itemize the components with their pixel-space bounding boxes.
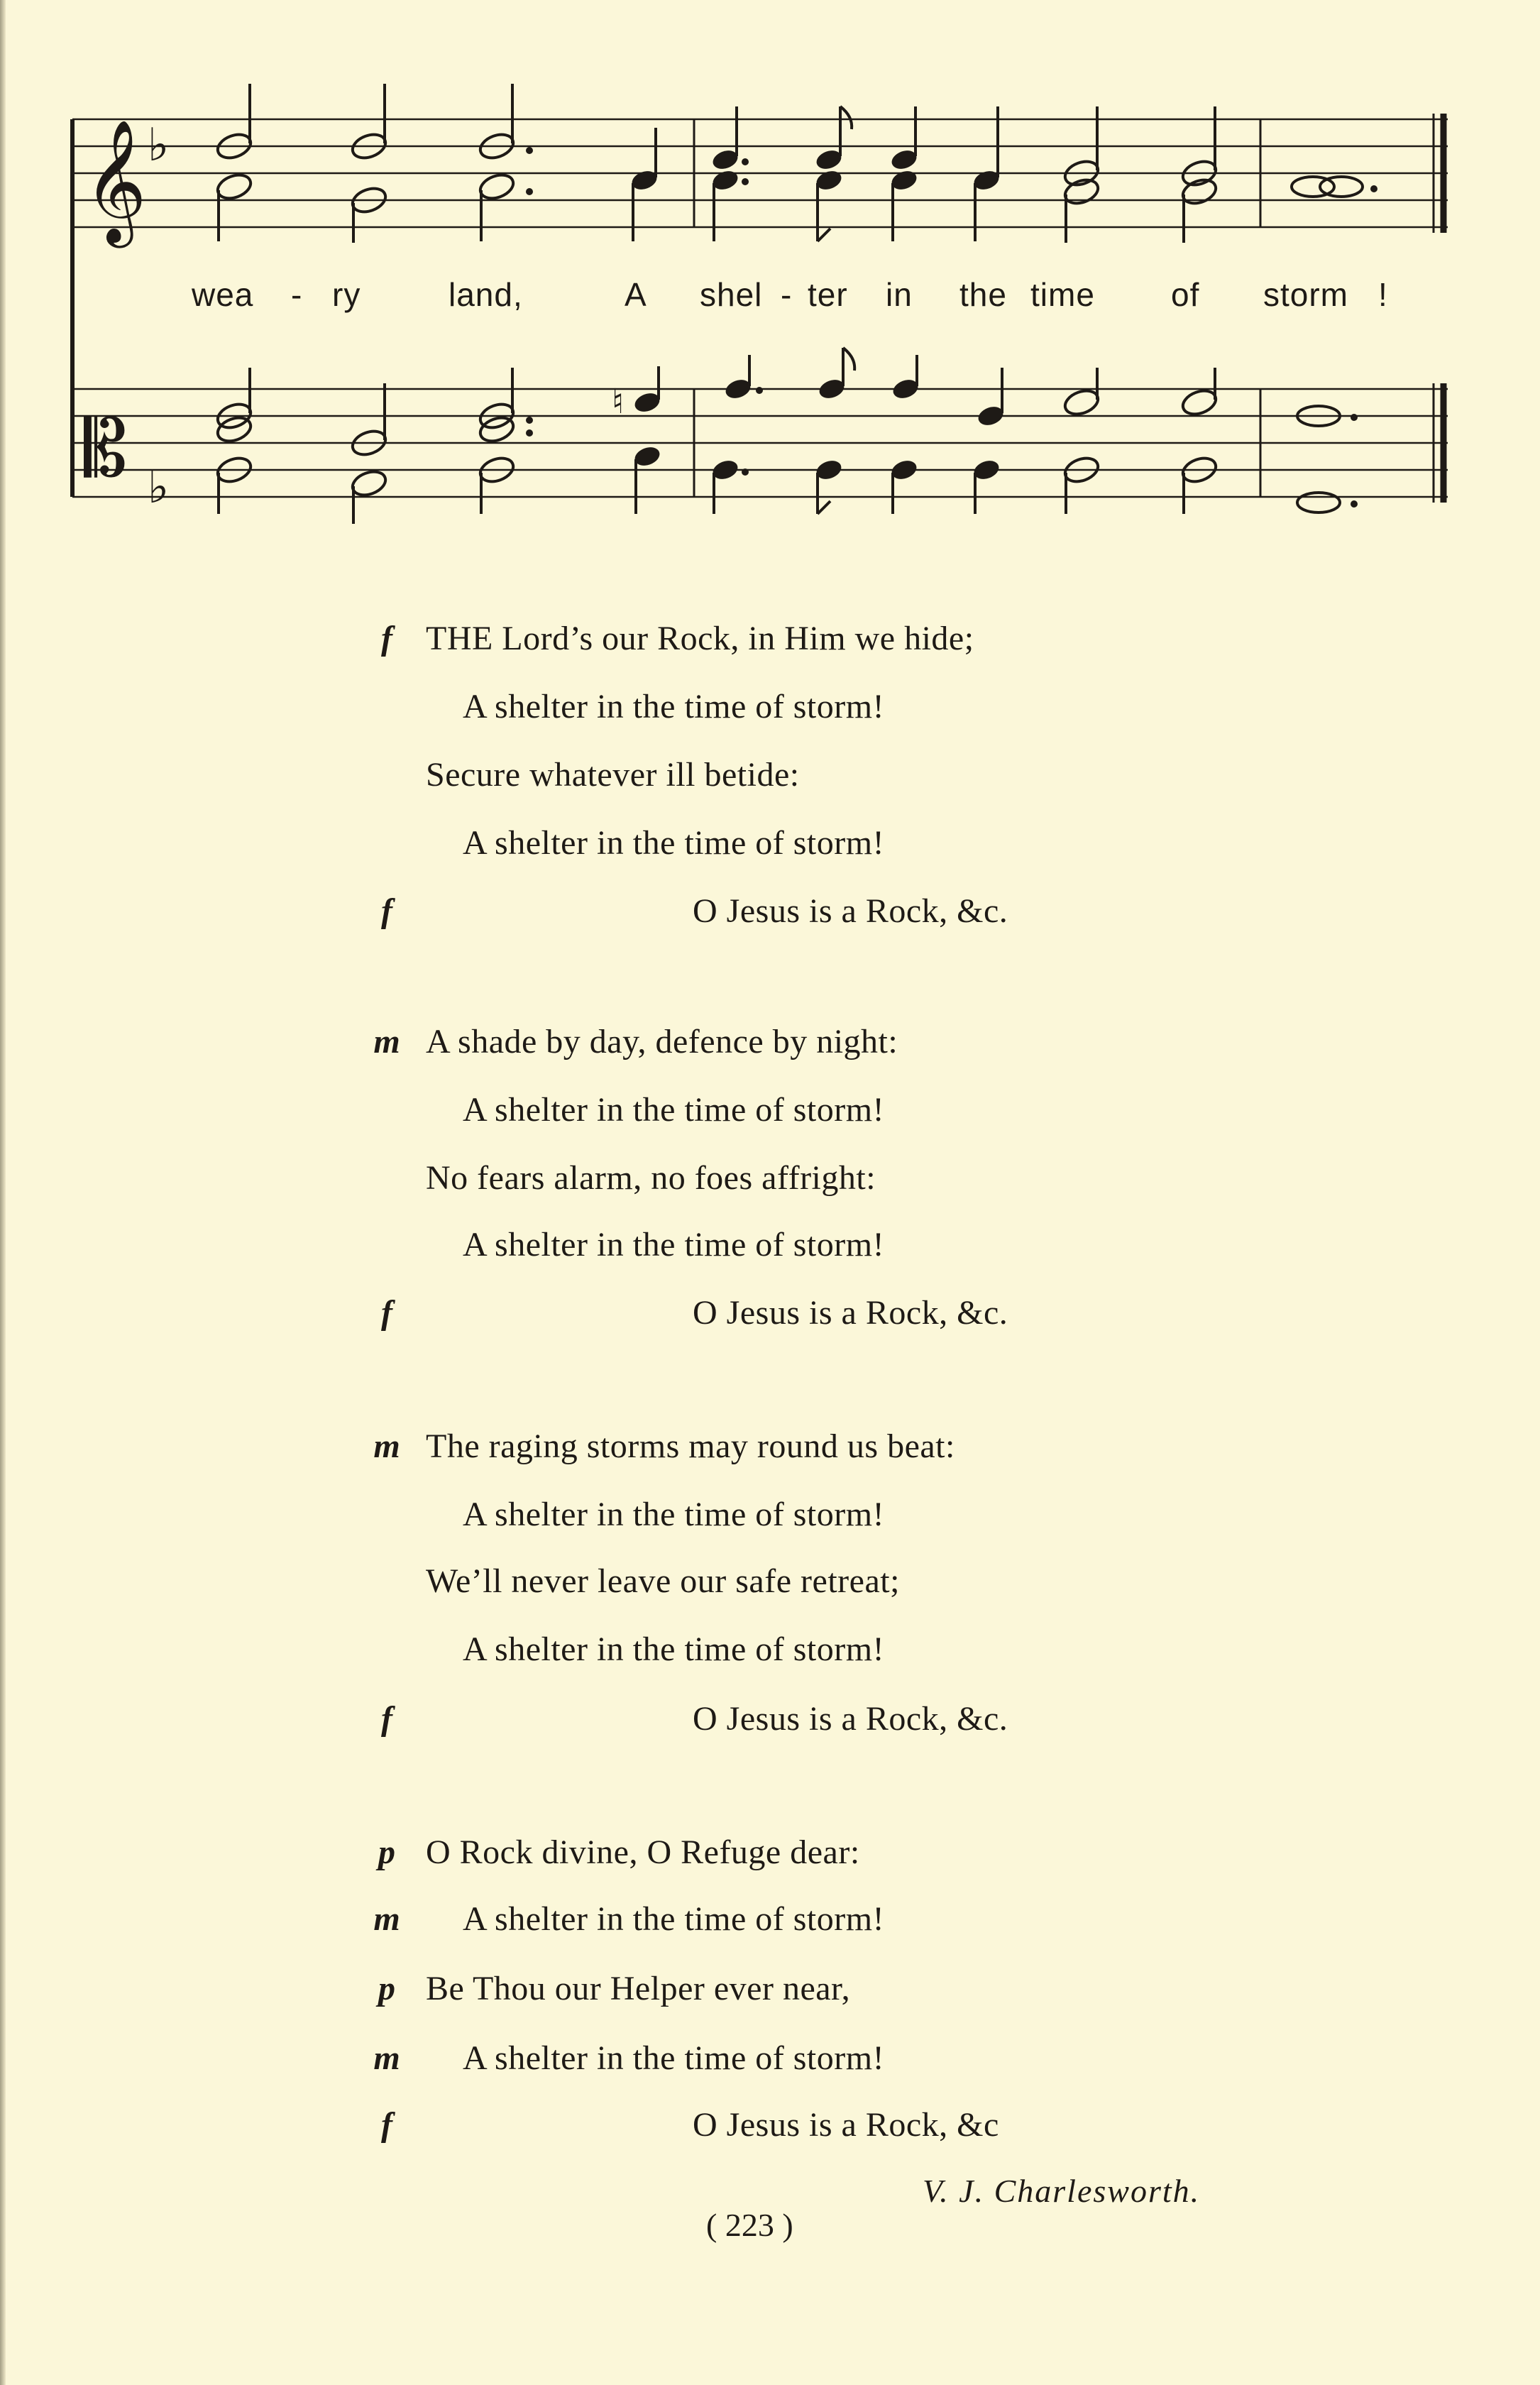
lyric-syllable: wea — [192, 276, 254, 313]
dynamic-marking: m — [373, 1427, 400, 1465]
treble-clef-icon: 𝄞 — [84, 119, 147, 243]
verse-line: A shelter in the time of storm! — [463, 1630, 885, 1668]
page-number: ( 223 ) — [706, 2207, 793, 2243]
verse-line: No fears alarm, no foes affright: — [426, 1159, 876, 1197]
music-score — [64, 78, 1469, 532]
verse-line: O Jesus is a Rock, &c. — [693, 1700, 1008, 1738]
lyric-syllable: - — [291, 276, 303, 313]
verse-line: A shelter in the time of storm! — [463, 2039, 885, 2077]
page-edge — [0, 0, 6, 2385]
flat-icon: ♭ — [148, 119, 170, 172]
dynamic-marking: m — [373, 1900, 400, 1938]
author-credit: V. J. Charlesworth. — [923, 2173, 1201, 2209]
dynamic-marking: f — [381, 1700, 392, 1738]
verse-line: A shade by day, defence by night: — [426, 1023, 898, 1060]
dynamic-marking: f — [381, 2106, 392, 2144]
verse-line: Secure whatever ill betide: — [426, 756, 800, 794]
verse-line: O Jesus is a Rock, &c. — [693, 1294, 1008, 1332]
verse-line: A shelter in the time of storm! — [463, 1496, 885, 1533]
verse-line: We’ll never leave our safe retreat; — [426, 1562, 900, 1600]
lyric-syllable: storm — [1263, 276, 1348, 313]
dynamic-marking: m — [373, 2039, 400, 2077]
lyric-syllable: the — [959, 276, 1007, 313]
dynamic-marking: f — [381, 620, 392, 657]
lyric-syllable: ry — [332, 276, 361, 313]
lyric-syllable: shel — [700, 276, 763, 313]
lyric-syllable: ter — [808, 276, 848, 313]
dynamic-marking: m — [373, 1023, 400, 1060]
dynamic-marking: p — [378, 1833, 395, 1871]
dynamic-marking: p — [378, 1970, 395, 2007]
verse-line: A shelter in the time of storm! — [463, 1091, 885, 1129]
lyric-syllable: A — [625, 276, 647, 313]
lyric-syllable: ! — [1378, 276, 1388, 313]
verse-line: A shelter in the time of storm! — [463, 824, 885, 862]
lyric-syllable: of — [1171, 276, 1200, 313]
verse-line: O Jesus is a Rock, &c. — [693, 892, 1008, 930]
dynamic-marking: f — [381, 1294, 392, 1332]
flat-icon: ♭ — [148, 461, 170, 514]
lyric-syllable: time — [1030, 276, 1095, 313]
verse-line: The raging storms may round us beat: — [426, 1427, 955, 1465]
verse-line: A shelter in the time of storm! — [463, 1900, 885, 1938]
verse-line: A shelter in the time of storm! — [463, 688, 885, 725]
lyric-syllable: land, — [449, 276, 523, 313]
verse-line: A shelter in the time of storm! — [463, 1226, 885, 1263]
verse-line: Be Thou our Helper ever near, — [426, 1970, 851, 2007]
natural-icon: ♮ — [612, 382, 625, 422]
lyric-syllable: in — [886, 276, 913, 313]
verse-line: THE Lord’s our Rock, in Him we hide; — [426, 620, 974, 657]
dynamic-marking: f — [381, 892, 392, 930]
verse-line: O Jesus is a Rock, &c — [693, 2106, 999, 2144]
lyric-syllable: - — [781, 276, 793, 313]
verse-line: O Rock divine, O Refuge dear: — [426, 1833, 860, 1871]
alto-clef-icon: 𝄡 — [84, 403, 128, 494]
